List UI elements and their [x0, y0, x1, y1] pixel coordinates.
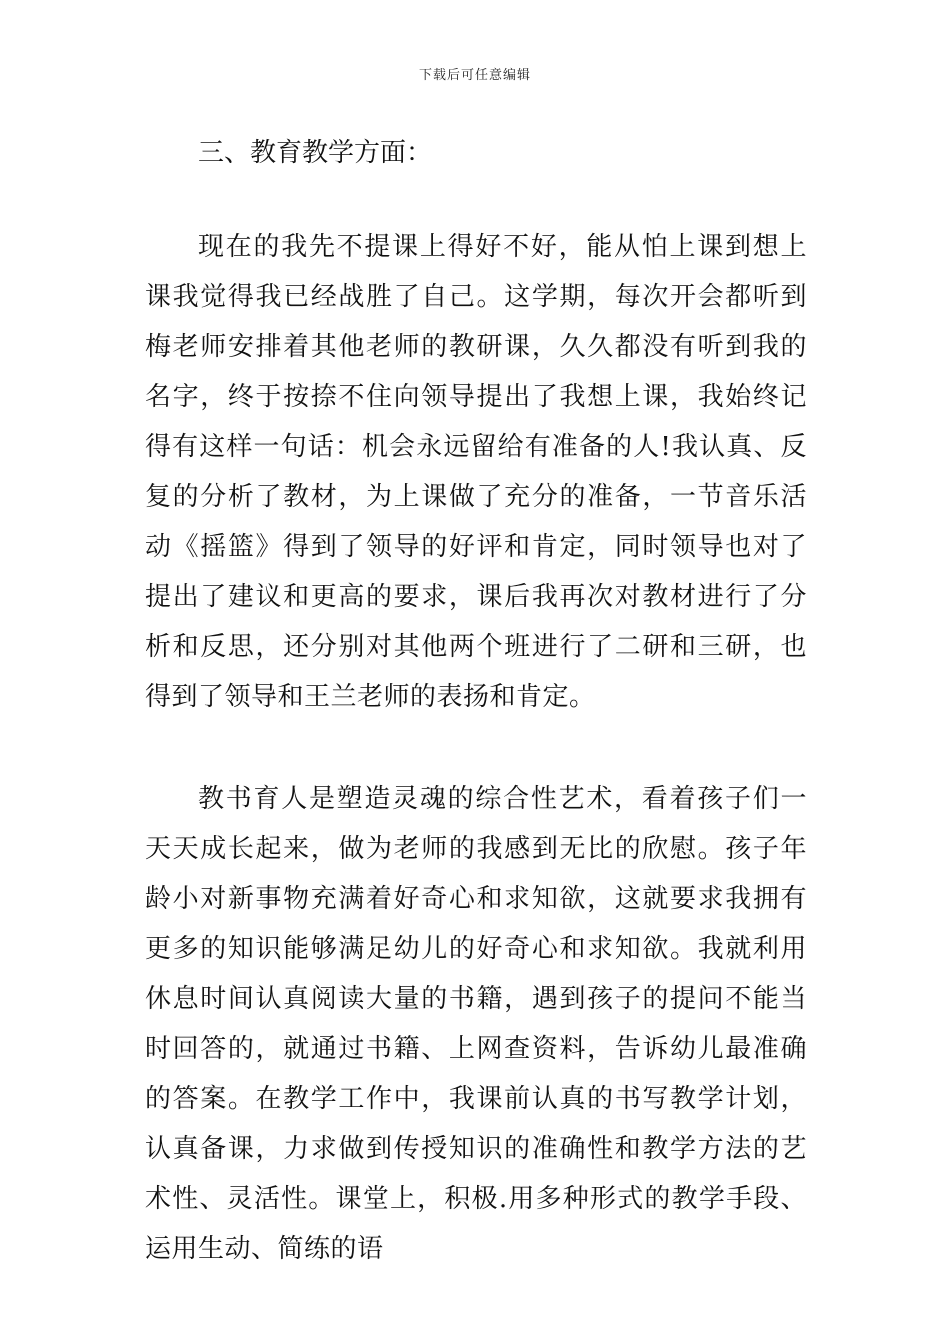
- document-body: [145, 128, 807, 1274]
- paragraph-teaching-reflection: 现在的我先不提课上得好不好，能从怕上课到想上课我觉得我已经战胜了自己。这学期，每次开会都听到梅老师安排着其他老师的教研课，久久都没有听到我的名字，终于按捺不住向领导提出了我想上课，我始终记得有这样一句话：机会永远留给有准备的人!我认真、反复的分析了教材，为上课做了充分的准备，一节音乐活动《摇篮》得到了领导的好评和肯定，同时领导也对了提出了建议和更高的要求，课后我再次对教材进行了分析和反思，还分别对其他两个班进行了二研和三研，也得到了领导和王兰老师的表扬和肯定。: [145, 232, 807, 712]
- paragraph-teaching-methods: 教书育人是塑造灵魂的综合性艺术，看着孩子们一天天成长起来，做为老师的我感到无比的欣慰。孩子年龄小对新事物充满着好奇心和求知欲，这就要求我拥有更多的知识能够满足幼儿的好奇心和求知欲。我就利用休息时间认真阅读大量的书籍，遇到孩子的提问不能当时回答的，就通过书籍、上网查资料，告诉幼儿最准确的答案。在教学工作中，我课前认真的书写教学计划，认真备课，力求做到传授知识的准确性和教学方法的艺术性、灵活性。课堂上，积极.用多种形式的教学手段、运用生动、简练的语: [145, 784, 807, 1264]
- page-header-note: 下载后可任意编辑: [418, 68, 531, 83]
- section-heading: 三、教育教学方面：: [198, 138, 433, 168]
